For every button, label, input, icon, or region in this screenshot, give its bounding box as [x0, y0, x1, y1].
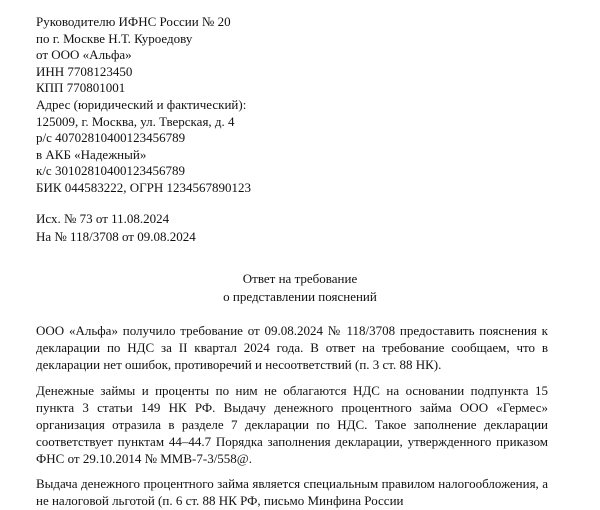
addressee-block: [36, 14, 251, 197]
addressee-bank: в АКБ «Надежный»: [36, 146, 147, 162]
addressee-account: р/с 40702810400123456789: [36, 130, 186, 146]
outgoing-number: Исх. № 73 от 11.08.2024: [36, 211, 170, 226]
reference-block: [36, 210, 196, 246]
title-line-2: о представлении пояснений: [223, 289, 377, 304]
addressee-sender: от ООО «Альфа»: [36, 47, 132, 63]
addressee-inn: ИНН 7708123450: [36, 63, 133, 79]
addressee-recipient-name: по г. Москве Н.Т. Куроедову: [36, 30, 193, 46]
addressee-corr-account: к/с 30102810400123456789: [36, 163, 185, 179]
body-paragraph-1: ООО «Альфа» получило требование от 09.08.2024 № 118/3708 предоставить пояснения к декларации по НДС за II квартал 2024 года. В ответ на требование сообщаем, что в декларации нет ошибок, противоречий и несоответствий (п. 3 ст. 88 НК).: [36, 323, 548, 372]
addressee-recipient: Руководителю ИФНС России № 20: [36, 14, 231, 29]
document-title: [0, 270, 600, 306]
addressee-kpp: КПП 770801001: [36, 80, 126, 96]
addressee-address-label: Адрес (юридический и фактический):: [36, 96, 247, 112]
body-paragraph-3: Выдача денежного процентного займа является специальным правилом налогообложения, а не налоговой льготой (п. 6 ст. 88 НК РФ, письмо Минфина России: [36, 476, 548, 508]
addressee-address: 125009, г. Москва, ул. Тверская, д. 4: [36, 113, 235, 129]
addressee-bik-ogrn: БИК 044583222, ОГРН 1234567890123: [36, 179, 252, 195]
incoming-number: На № 118/3708 от 09.08.2024: [36, 229, 196, 244]
title-line-1: Ответ на требование: [242, 271, 358, 286]
body-paragraph-2: Денежные займы и проценты по ним не облагаются НДС на основании подпункта 15 пункта 3 статьи 149 НК РФ. Выдачу денежного процентного займа ООО «Гермес» организация отразила в разделе 7 декларации по НДС. Такое заполнение декларации соответствует пунктам 44–44.7 Порядка заполнения декларации, утвержденного приказом ФНС от 29.10.2014 № ММВ-7-3/558@.: [36, 383, 548, 466]
